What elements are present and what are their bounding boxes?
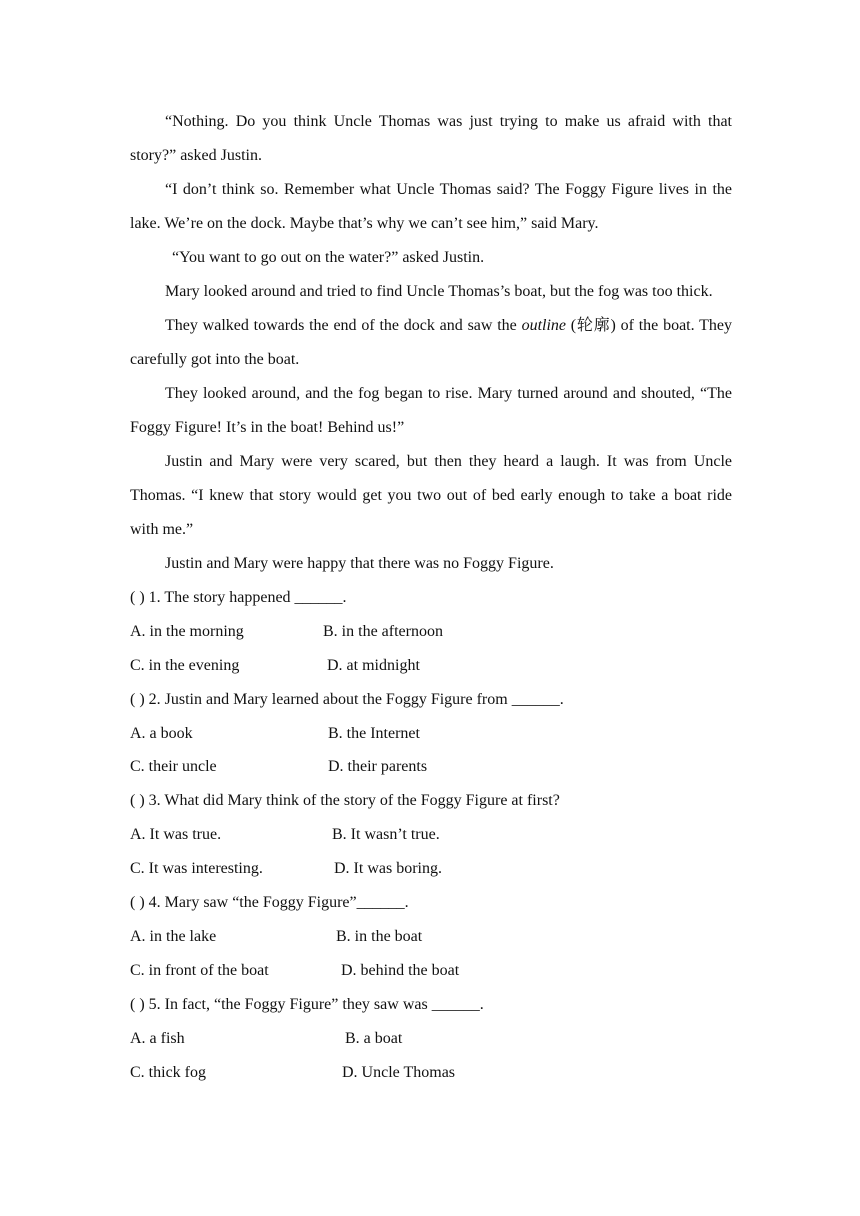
passage-text: They walked towards the end of the dock and saw the xyxy=(165,317,522,334)
passage-paragraph: They looked around, and the fog began to rise. Mary turned around and shouted, “The Foggy Figure! It’s in the boat! Behind us!” xyxy=(130,385,732,436)
question-3 xyxy=(130,784,732,886)
option-d: D. their parents xyxy=(328,758,428,776)
option-a: A. in the morning xyxy=(130,622,244,640)
italic-term: outline xyxy=(521,317,567,334)
option-b: B. in the afternoon xyxy=(323,622,443,640)
question-stem: ( ) 3. What did Mary think of the story of the Foggy Figure at first? xyxy=(130,792,560,810)
option-a: A. a fish xyxy=(130,1029,185,1047)
passage-paragraph: “Nothing. Do you think Uncle Thomas was just trying to make us afraid with that story?” asked Justin. xyxy=(130,113,732,164)
option-c: C. It was interesting. xyxy=(130,860,263,878)
question-4 xyxy=(130,886,732,988)
option-row xyxy=(130,717,732,751)
option-c: C. thick fog xyxy=(130,1063,206,1081)
option-a: A. a book xyxy=(130,724,193,742)
passage-text: (轮廓) of the boat. They carefully got into the boat. xyxy=(130,317,732,368)
option-b: B. in the boat xyxy=(336,927,423,945)
question-1 xyxy=(130,581,732,683)
option-b: B. It wasn’t true. xyxy=(332,826,440,844)
option-c: C. their uncle xyxy=(130,758,217,776)
passage-paragraph: “You want to go out on the water?” asked Justin. xyxy=(172,249,485,266)
option-c: C. in front of the boat xyxy=(130,961,269,979)
option-c: C. in the evening xyxy=(130,656,240,674)
exam-content xyxy=(130,105,732,1089)
option-row xyxy=(130,818,732,852)
option-b: B. the Internet xyxy=(328,724,420,742)
option-b: B. a boat xyxy=(345,1029,403,1047)
option-d: D. It was boring. xyxy=(334,860,442,878)
passage-paragraph: “I don’t think so. Remember what Uncle Thomas said? The Foggy Figure lives in the lake. We’re on the dock. Maybe that’s why we can’t see him,” said Mary. xyxy=(130,181,732,232)
passage-paragraph: Justin and Mary were very scared, but then they heard a laugh. It was from Uncle Thomas. “I knew that story would get you two out of bed early enough to take a boat ride with me.” xyxy=(130,453,732,538)
option-row xyxy=(130,615,732,649)
option-a: A. in the lake xyxy=(130,927,217,945)
option-d: D. behind the boat xyxy=(341,961,460,979)
passage-paragraph: Justin and Mary were happy that there was no Foggy Figure. xyxy=(165,555,554,572)
option-row xyxy=(130,1022,732,1056)
question-stem: ( ) 2. Justin and Mary learned about the Foggy Figure from ______. xyxy=(130,690,564,708)
option-row xyxy=(130,852,732,886)
passage-paragraph xyxy=(130,309,732,377)
option-d: D. Uncle Thomas xyxy=(342,1063,456,1081)
option-row xyxy=(130,1056,732,1090)
question-stem: ( ) 1. The story happened ______. xyxy=(130,589,347,606)
option-row xyxy=(130,954,732,988)
option-d: D. at midnight xyxy=(327,656,420,674)
option-row xyxy=(130,649,732,683)
option-row xyxy=(130,750,732,784)
option-a: A. It was true. xyxy=(130,826,222,844)
question-2 xyxy=(130,683,732,785)
question-stem: ( ) 4. Mary saw “the Foggy Figure”______. xyxy=(130,894,409,912)
option-row xyxy=(130,920,732,954)
question-stem: ( ) 5. In fact, “the Foggy Figure” they saw was ______. xyxy=(130,995,484,1013)
question-5 xyxy=(130,988,732,1090)
passage-paragraph: Mary looked around and tried to find Uncle Thomas’s boat, but the fog was too thick. xyxy=(165,283,713,300)
